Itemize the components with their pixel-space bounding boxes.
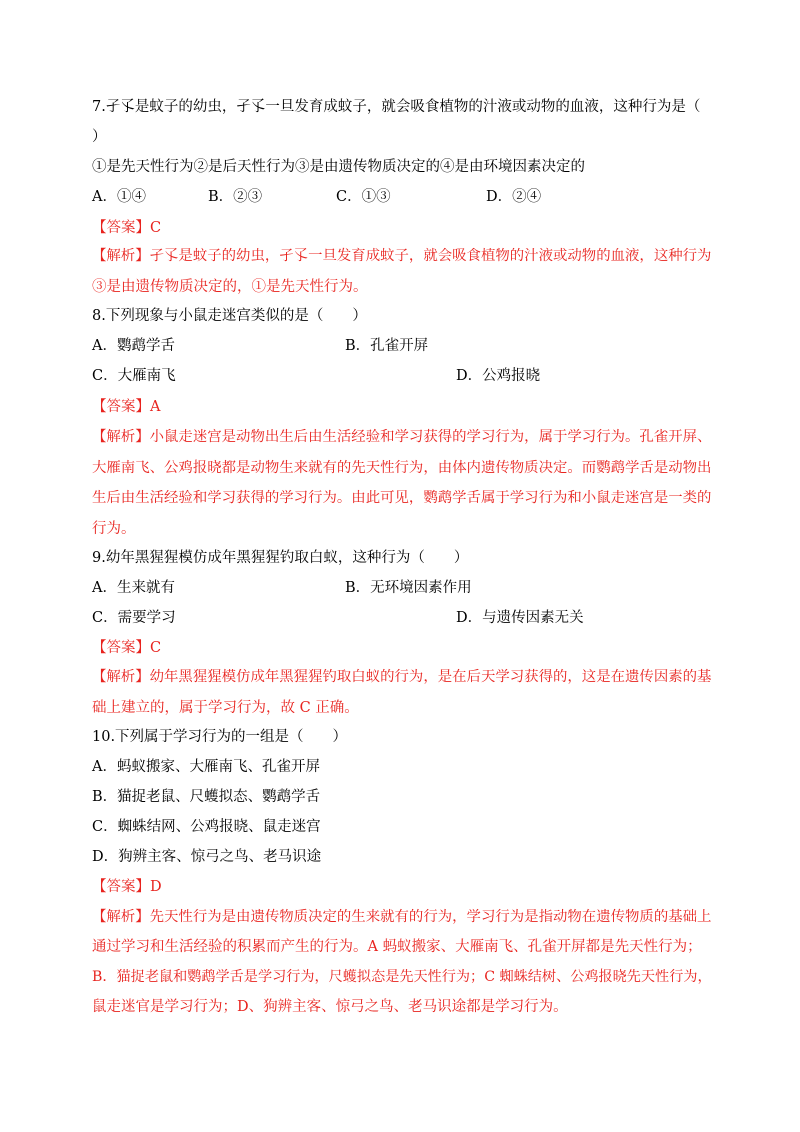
- q9-analysis-line1: 【解析】幼年黑猩猩模仿成年黑猩猩钓取白蚁的行为，是在后天学习获得的，这是在遗传因素的基: [92, 669, 712, 685]
- q8-answer: 【答案】A: [92, 399, 161, 415]
- q8-option-a: A．鹦鹉学舌: [92, 338, 175, 354]
- q8-option-b: B．孔雀开屏: [345, 338, 429, 354]
- q7-option-b: B．②③: [208, 189, 263, 205]
- q10-analysis-line4: 鼠走迷官是学习行为；D、狗辨主客、惊弓之鸟、老马识途都是学习行为。: [92, 999, 568, 1015]
- q9-option-c: C．需要学习: [92, 610, 176, 626]
- q7-answer: 【答案】C: [92, 220, 162, 236]
- q7-stem-line2: ）: [92, 129, 107, 145]
- q10-stem: 10.下列属于学习行为的一组是（ ）: [92, 729, 348, 745]
- q10-option-c: C．蜘蛛结网、公鸡报晓、鼠走迷宫: [92, 819, 321, 835]
- q9-option-b: B．无环境因素作用: [345, 580, 472, 596]
- q9-answer: 【答案】C: [92, 640, 162, 656]
- q9-option-a: A．生来就有: [92, 580, 175, 596]
- q10-option-a: A．蚂蚁搬家、大雁南飞、孔雀开屏: [92, 759, 320, 775]
- q10-analysis-line1: 【解析】先天性行为是由遗传物质决定的生来就有的行为，学习行为是指动物在遗传物质的基础上: [92, 909, 712, 925]
- q9-option-d: D．与遗传因素无关: [456, 610, 584, 626]
- q8-analysis-line1: 【解析】小鼠走迷宫是动物出生后由生活经验和学习获得的学习行为，属于学习行为。孔雀开屏、: [92, 429, 712, 445]
- q7-statements: ①是先天性行为②是后天性行为③是由遗传物质决定的④是由环境因素决定的: [92, 159, 585, 175]
- q7-option-c: C．①③: [336, 189, 391, 205]
- q10-analysis-line2: 通过学习和生活经验的积累而产生的行为。A 蚂蚁搬家、大雁南飞、孔雀开屏都是先天性行为；: [92, 939, 702, 955]
- q8-stem: 8.下列现象与小鼠走迷宫类似的是（ ）: [92, 308, 367, 324]
- q7-option-d: D．②④: [486, 189, 542, 205]
- q9-stem: 9.幼年黑猩猩模仿成年黑猩猩钓取白蚁，这种行为（ ）: [92, 550, 469, 566]
- q8-analysis-line3: 生后由生活经验和学习获得的学习行为。由此可见，鹦鹉学舌属于学习行为和小鼠走迷宫是一类的: [92, 490, 712, 506]
- q8-option-c: C．大雁南飞: [92, 368, 176, 384]
- q7-option-a: A．①④: [92, 189, 146, 205]
- q8-option-d: D．公鸡报晓: [456, 368, 541, 384]
- q10-option-b: B．猫捉老鼠、尺蠖拟态、鹦鹉学舌: [92, 789, 321, 805]
- q10-analysis-line3: B．猫捉老鼠和鹦鹉学舌是学习行为，尺蠖拟态是先天性行为；C 蜘蛛结树、公鸡报晓先天性行为，: [92, 969, 712, 985]
- q7-stem-line1: 7.孑孓是蚊子的幼虫，孑孓一旦发育成蚊子，就会吸食植物的汁液或动物的血液，这种行为是（: [92, 99, 701, 115]
- q7-analysis-line2: ③是由遗传物质决定的，①是先天性行为。: [92, 279, 368, 295]
- q7-analysis-line1: 【解析】孑孓是蚊子的幼虫，孑孓一旦发育成蚊子，就会吸食植物的汁液或动物的血液，这种行为: [92, 248, 712, 264]
- q8-analysis-line4: 行为。: [92, 521, 136, 537]
- q8-analysis-line2: 大雁南飞、公鸡报晓都是动物生来就有的先天性行为，由体内遗传物质决定。而鹦鹉学舌是动物出: [92, 460, 712, 476]
- q9-analysis-line2: 础上建立的，属于学习行为，故 C 正确。: [92, 700, 359, 716]
- q10-answer: 【答案】D: [92, 879, 162, 895]
- q10-option-d: D．狗辨主客、惊弓之鸟、老马识途: [92, 849, 322, 865]
